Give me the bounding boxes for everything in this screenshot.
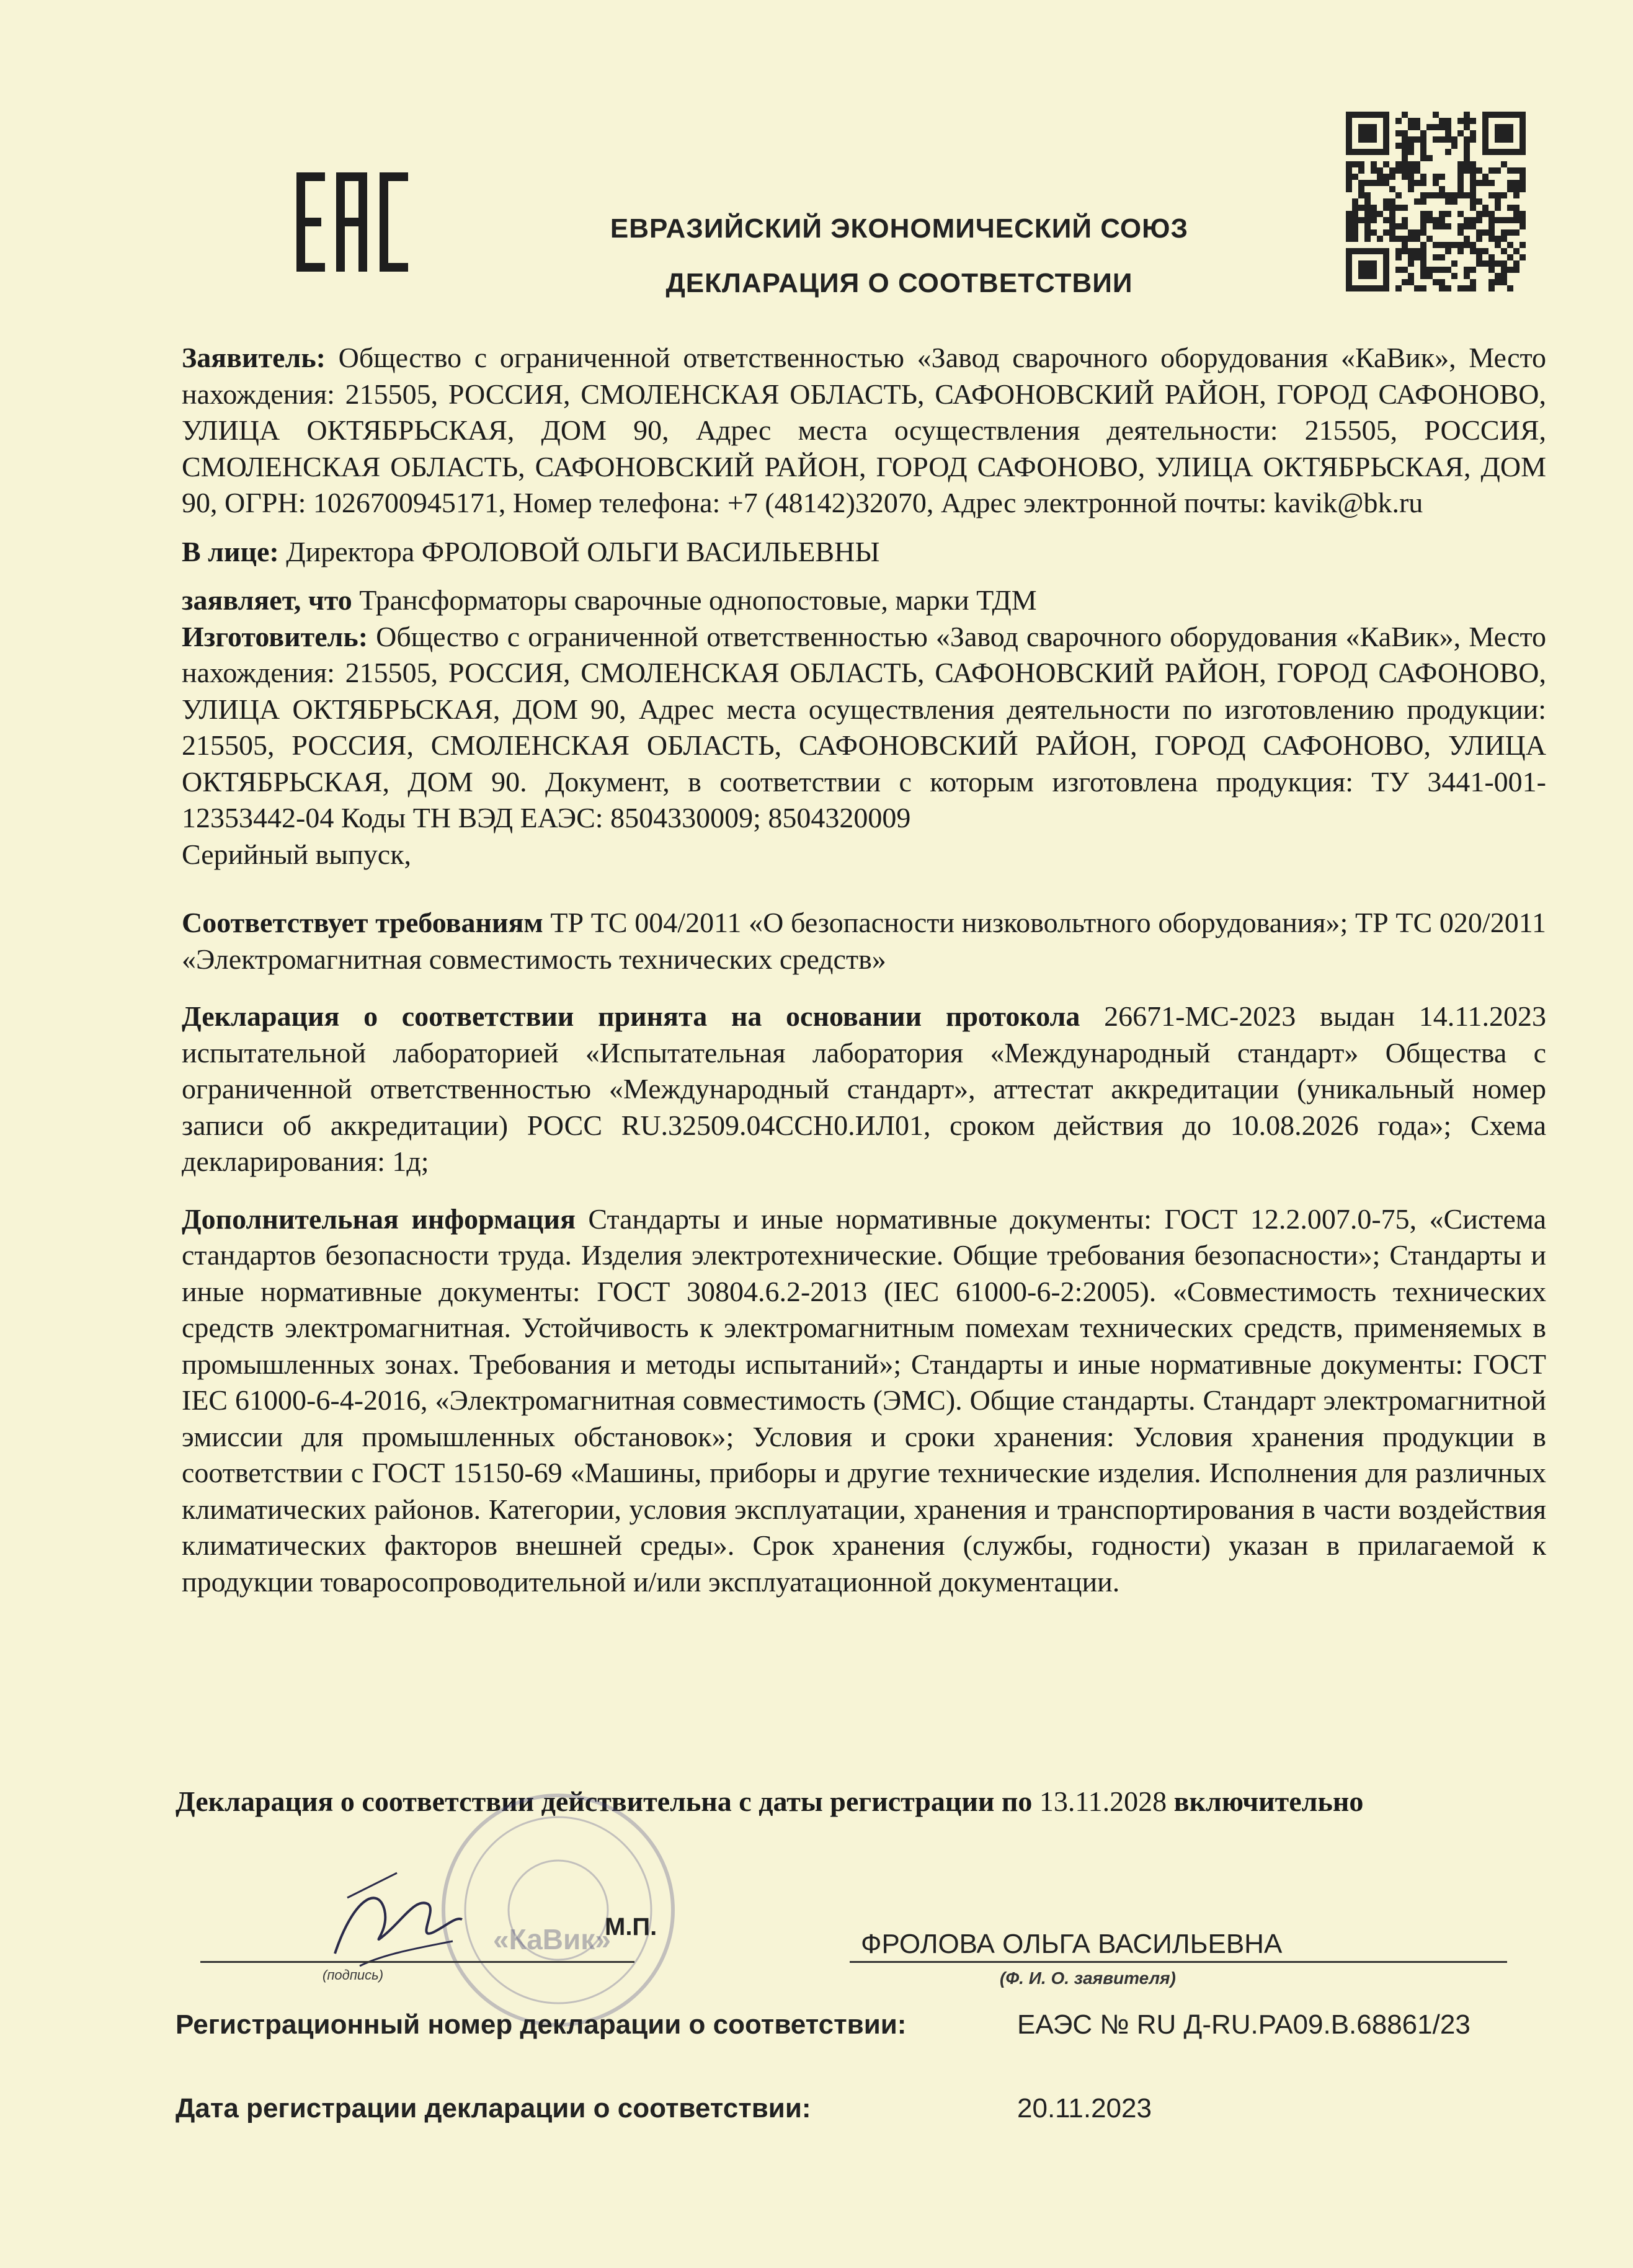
validity-suffix: включительно	[1167, 1785, 1364, 1817]
person-paragraph	[182, 534, 1546, 571]
name-line	[850, 1961, 1507, 1963]
registration-date-value: 20.11.2023	[1017, 2093, 1152, 2123]
additional-paragraph	[182, 1201, 1546, 1601]
manufacturer-text: Общество с ограниченной ответственностью «Завод сварочного оборудования «КаВик», Место нахождения: 215505, РОССИЯ, СМОЛЕНСКАЯ ОБЛАСТЬ, САФОНОВСКИЙ РАЙОН, ГОРОД САФОНОВО, УЛИЦА ОКТЯБРЬСКАЯ, ДОМ 90, Адрес места осуществления деятельности по изготовлению продукции: 215505, РОССИЯ, СМОЛЕНСКАЯ ОБЛАСТЬ, САФОНОВСКИЙ РАЙОН, ГОРОД САФОНОВО, УЛИЦА ОКТЯБРЬСКАЯ, ДОМ 90. Документ, в соответствии с которым изготовлена продукция: ТУ 3441-001-12353442-04 Коды ТН ВЭД ЕАЭС: 8504330009; 8504320009	[182, 620, 1546, 834]
qr-code-icon	[1346, 112, 1526, 291]
registration-number-label: Регистрационный номер декларации о соответствии:	[176, 2009, 907, 2040]
manufacturer-paragraph	[182, 619, 1546, 837]
registration-date-label: Дата регистрации декларации о соответствии:	[176, 2093, 811, 2123]
stamp-text: «КаВик»	[493, 1923, 611, 1955]
manufacturer-label: Изготовитель:	[182, 620, 368, 652]
additional-text: Стандарты и иные нормативные документы: ГОСТ 12.2.007.0-75, «Система стандартов безопасности труда. Изделия электротехнические. Общие требования безопасности»; Стандарты и иные нормативные документы: ГОСТ 30804.6.2-2013 (IEC 61000-6-2:2005). «Совместимость технических средств электромагнитная. Устойчивость к электромагнитным помехам технических средств, применяемых в промышленных зонах. Требования и методы испытаний»; Стандарты и иные нормативные документы: ГОСТ IEC 61000-6-4-2016, «Электромагнитная совместимость (ЭМС). Общие стандарты. Стандарт электромагнитной эмиссии для промышленных обстановок»; Условия и сроки хранения: Условия хранения продукции в соответствии с ГОСТ 15150-69 «Машины, приборы и другие технические изделия. Исполнения для различных климатических районов. Категории, условия эксплуатации, хранения и транспортирования в части воздействия климатических факторов внешней среды». Срок хранения (службы, годности) указан в прилагаемой к продукции товаросопроводительной и/или эксплуатационной документации.	[182, 1203, 1546, 1598]
basis-paragraph	[182, 998, 1546, 1180]
person-label: В лице:	[182, 535, 279, 567]
applicant-paragraph	[182, 340, 1546, 522]
registration-number-value: ЕАЭС № RU Д-RU.РА09.В.68861/23	[1017, 2009, 1471, 2040]
conforms-paragraph	[182, 905, 1546, 977]
declares-paragraph	[182, 582, 1546, 619]
additional-label: Дополнительная информация	[182, 1203, 576, 1235]
applicant-text: Общество с ограниченной ответственностью «Завод сварочного оборудования «КаВик», Место нахождения: 215505, РОССИЯ, СМОЛЕНСКАЯ ОБЛАСТЬ, САФОНОВСКИЙ РАЙОН, ГОРОД САФОНОВО, УЛИЦА ОКТЯБРЬСКАЯ, ДОМ 90, Адрес места осуществления деятельности: 215505, РОССИЯ, СМОЛЕНСКАЯ ОБЛАСТЬ, САФОНОВСКИЙ РАЙОН, ГОРОД САФОНОВО, УЛИЦА ОКТЯБРЬСКАЯ, ДОМ 90, ОГРН: 1026700945171, Номер телефона: +7 (48142)32070, Адрес электронной почты: kavik@bk.ru	[182, 342, 1546, 518]
union-title: ЕВРАЗИЙСКИЙ ЭКОНОМИЧЕСКИЙ СОЮЗ	[610, 213, 1189, 244]
validity-date: 13.11.2028	[1039, 1785, 1167, 1817]
company-stamp-icon	[434, 1786, 682, 2034]
stamp-place-label: М.П.	[605, 1913, 657, 1941]
signature-icon	[310, 1861, 471, 1985]
conforms-label: Соответствует требованиям	[182, 907, 543, 938]
fio-caption: (Ф. И. О. заявителя)	[1000, 1968, 1176, 1988]
declaration-body	[182, 340, 1546, 1600]
basis-label: Декларация о соответствии принята на основании протокола	[182, 1000, 1080, 1032]
signature-caption: (подпись)	[323, 1967, 384, 1983]
applicant-label: Заявитель:	[182, 342, 326, 373]
declares-label: заявляет, что	[182, 584, 352, 616]
validity-label: Декларация о соответствии действительна с даты регистрации по	[176, 1785, 1039, 1817]
basis-text: 26671-МС-2023 выдан 14.11.2023 испытательной лабораторией «Испытательная лаборатория «Международный стандарт» Общества с ограниченной ответственностью «Международный стандарт», аттестат аккредитации (уникальный номер записи об аккредитации) РОСС RU.32509.04ССН0.ИЛ01, сроком действия до 10.08.2026 года»; Схема декларирования: 1д;	[182, 1000, 1546, 1177]
document-title: ДЕКЛАРАЦИЯ О СООТВЕТСТВИИ	[665, 268, 1133, 298]
declares-text: Трансформаторы сварочные однопостовые, марки ТДМ	[352, 584, 1037, 616]
eac-logo-icon	[296, 172, 411, 272]
validity-line	[176, 1785, 1552, 1818]
conforms-text: ТР ТС 004/2011 «О безопасности низковольтного оборудования»; ТР ТС 020/2011 «Электромагнитная совместимость технических средств»	[182, 907, 1546, 975]
signer-name: ФРОЛОВА ОЛЬГА ВАСИЛЬЕВНА	[861, 1929, 1283, 1959]
person-text: Директора ФРОЛОВОЙ ОЛЬГИ ВАСИЛЬЕВНЫ	[278, 535, 880, 567]
release-text: Серийный выпуск,	[182, 838, 412, 870]
signature-line	[200, 1961, 634, 1963]
